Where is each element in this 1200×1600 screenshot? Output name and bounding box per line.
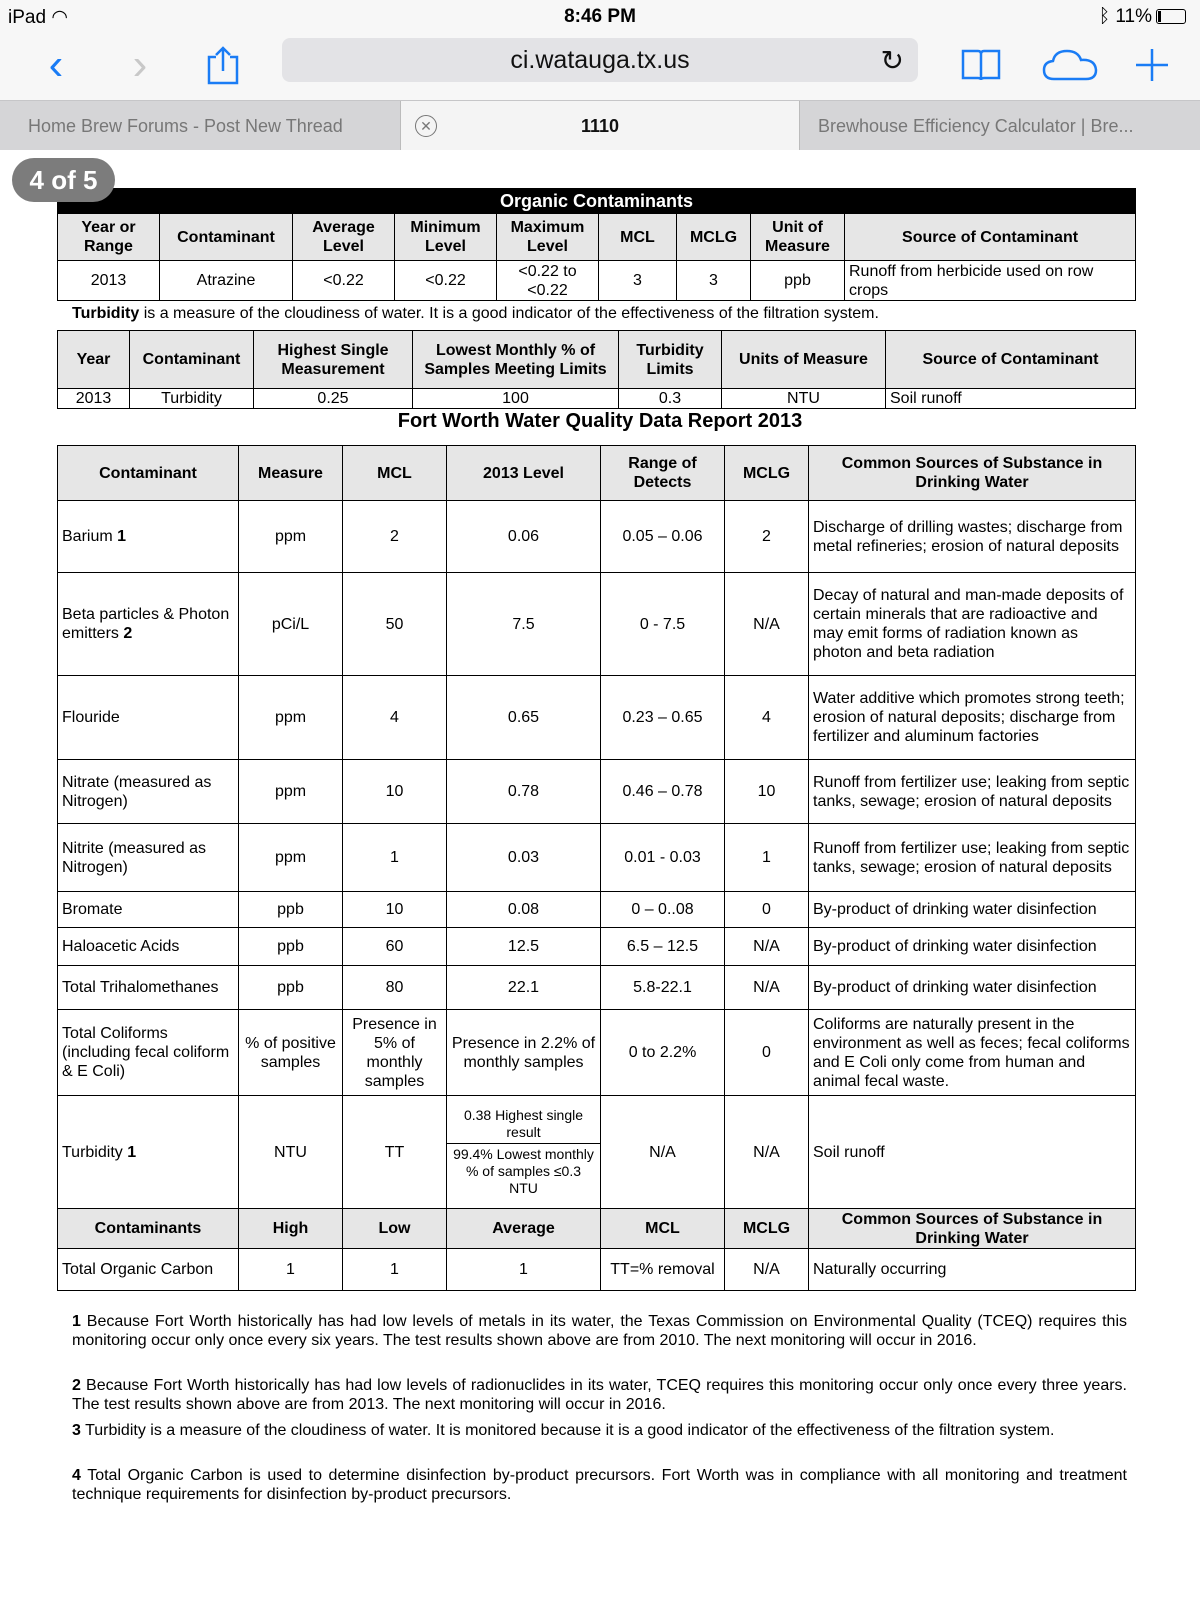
table-cell: Coliforms are naturally present in the environment as well as feces; fecal coliforms and E Coli only come from human and animal fecal waste. [809,1010,1136,1096]
table-cell: Turbidity [130,389,254,409]
table-row [58,501,1136,573]
table-cell: pCi/L [239,573,343,676]
table-cell: 0.78 [447,760,601,824]
table-row [58,928,1136,966]
table-cell: Nitrate (measured as Nitrogen) [58,760,239,824]
table-cell: Total Organic Carbon [58,1249,239,1291]
table-cell: 0 [725,892,809,928]
table-row [58,389,1136,409]
table-cell: 0 to 2.2% [601,1010,725,1096]
table-cell: 10 [343,760,447,824]
table-cell: 0.03 [447,824,601,892]
close-tab-icon[interactable]: ✕ [415,115,437,137]
column-header: Common Sources of Substance in Drinking Water [809,1209,1136,1249]
header-row [58,1209,1136,1249]
table-cell: 2 [343,501,447,573]
table-row [58,1096,1136,1209]
column-header: MCLG [725,1209,809,1249]
column-header: Maximum Level [497,214,599,261]
table-cell: ppb [239,966,343,1010]
tab-home-brew-forums[interactable] [0,101,400,151]
column-header: MCL [343,446,447,501]
table-cell: Barium 1 [58,501,239,573]
fort-worth-rows [58,501,1136,1096]
table-cell: 1 [447,1249,601,1291]
table-cell: Flouride [58,676,239,760]
table-cell: Soil runoff [809,1096,1136,1209]
table-cell: 0.25 [254,389,413,409]
table-cell: 2 [725,501,809,573]
header-row [58,214,1136,261]
column-header: MCL [601,1209,725,1249]
column-header: MCLG [725,446,809,501]
column-header: Contaminants [58,1209,239,1249]
table-row [58,676,1136,760]
column-header: Low [343,1209,447,1249]
table-cell: ppb [751,261,845,301]
table-cell: Water additive which promotes strong teeth; erosion of natural deposits; discharge from fertilizer and aluminum factories [809,676,1136,760]
table-row [58,1010,1136,1096]
table-cell: 0.05 – 0.06 [601,501,725,573]
table-cell: TT=% removal [601,1249,725,1291]
table-cell: NTU [239,1096,343,1209]
table-cell: 0 [725,1010,809,1096]
table-cell: 0 – 0..08 [601,892,725,928]
column-header: MCLG [677,214,751,261]
column-header: Contaminant [58,446,239,501]
column-header: Measure [239,446,343,501]
table-cell: ppb [239,892,343,928]
tab-label: 1110 [580,115,620,136]
table-cell: Decay of natural and man-made deposits of certain minerals that are radioactive and may emit forms of radiation known as photon and beta radiation [809,573,1136,676]
table-cell: 60 [343,928,447,966]
table-cell: Total Trihalomethanes [58,966,239,1010]
table-row [58,966,1136,1010]
table-row [58,573,1136,676]
table-cell: 7.5 [447,573,601,676]
tab-label: Brewhouse Efficiency Calculator | Bre... [818,115,1134,136]
column-header: Common Sources of Substance in Drinking Water [809,446,1136,501]
column-header: Units of Measure [722,331,886,389]
table-cell: ppm [239,760,343,824]
column-header: Contaminant [160,214,293,261]
browser-toolbar [0,34,1200,100]
table-cell: ppb [239,928,343,966]
table-cell: TT [343,1096,447,1209]
table-cell: NTU [722,389,886,409]
table-cell: 0.65 [447,676,601,760]
column-header: 2013 Level [447,446,601,501]
report-title: Fort Worth Water Quality Data Report 2013 [397,410,803,432]
table-cell: % of positive samples [239,1010,343,1096]
note-text: is a measure of the cloudiness of water. It is a good indicator of the effectiveness of the filtration system. [139,305,879,322]
table-cell: ppm [239,501,343,573]
table-cell: 0.08 [447,892,601,928]
column-header: Source of Contaminant [845,214,1136,261]
table-cell: 2013 [58,261,160,301]
table-cell: 0.3 [619,389,722,409]
table-cell: By-product of drinking water disinfection [809,892,1136,928]
table-cell: ppm [239,676,343,760]
table-cell: 1 [343,1249,447,1291]
table-cell: 12.5 [447,928,601,966]
table-cell: By-product of drinking water disinfection [809,966,1136,1010]
tab-label: Home Brew Forums - Post New Thread [28,115,343,136]
note-bold: Turbidity [72,305,140,322]
table-cell: By-product of drinking water disinfection [809,928,1136,966]
table-cell: 3 [677,261,751,301]
table-cell: 80 [343,966,447,1010]
table-cell: 4 [343,676,447,760]
table-cell: Turbidity 1 [58,1096,239,1209]
forward-icon[interactable]: › [132,40,148,89]
header-row [58,446,1136,501]
table-cell: Bromate [58,892,239,928]
column-header: Unit of Measure [751,214,845,261]
column-header: Year [58,331,130,389]
footnote: 4 Total Organic Carbon is used to determine disinfection by-product precursors. Fort Worth was in compliance with all monitoring and treatment technique requirements for disinfection by-product precursors. [72,1467,1127,1503]
table-cell: Nitrite (measured as Nitrogen) [58,824,239,892]
table-cell: Presence in 5% of monthly samples [343,1010,447,1096]
table-cell: Runoff from fertilizer use; leaking from septic tanks, sewage; erosion of natural deposits [809,760,1136,824]
table-cell: N/A [725,928,809,966]
table-cell: 5.8-22.1 [601,966,725,1010]
table-cell: 0.01 - 0.03 [601,824,725,892]
table-cell: 100 [413,389,619,409]
column-header: Minimum Level [395,214,497,261]
table-cell: 10 [725,760,809,824]
column-header: Lowest Monthly % of Samples Meeting Limits [413,331,619,389]
column-header: MCL [599,214,677,261]
clock: 8:46 PM [564,6,636,27]
table-cell: N/A [725,1096,809,1209]
table-cell: 0.06 [447,501,601,573]
table-cell: Atrazine [160,261,293,301]
table-cell: Haloacetic Acids [58,928,239,966]
table-cell: 1 [239,1249,343,1291]
device-label: iPad ◠ [8,7,68,28]
table-cell: Presence in 2.2% of monthly samples [447,1010,601,1096]
tab-brewhouse-calculator[interactable] [800,101,1200,151]
footnote: 1 Because Fort Worth historically has had low levels of metals in its water, the Texas Commission on Environmental Quality (TCEQ) requires this monitoring occur only once every six years. The test results shown above are from 2010. The next monitoring will occur in 2016. [72,1313,1127,1349]
bookmarks-icon[interactable] [958,42,1004,88]
organic-contaminants-table [57,188,1136,301]
header-row [58,331,1136,389]
table-cell: 0.23 – 0.65 [601,676,725,760]
column-header: High [239,1209,343,1249]
table-cell: <0.22 [395,261,497,301]
table-cell: <0.22 [293,261,395,301]
table-cell: <0.22 to <0.22 [497,261,599,301]
table-row [58,1249,1136,1291]
tab-active[interactable] [400,101,800,151]
table-cell: 3 [599,261,677,301]
url-text: ci.watauga.tx.us [510,45,690,74]
table-cell: 1 [343,824,447,892]
table-cell: N/A [725,573,809,676]
column-header: Source of Contaminant [886,331,1136,389]
fort-worth-table [57,445,1136,1291]
table-cell: ppm [239,824,343,892]
table-title: Organic Contaminants [58,189,1136,214]
table-cell: Soil runoff [886,389,1136,409]
column-header: Contaminant [130,331,254,389]
bluetooth-icon: ᛒ [1098,6,1111,27]
table-cell: Discharge of drilling wastes; discharge from metal refineries; erosion of natural deposits [809,501,1136,573]
new-tab-icon[interactable] [1130,42,1174,88]
table-row [58,261,1136,301]
column-header: Range of Detects [601,446,725,501]
column-header: Average [447,1209,601,1249]
table-cell: Runoff from fertilizer use; leaking from septic tanks, sewage; erosion of natural deposits [809,824,1136,892]
back-icon[interactable]: ‹ [48,40,64,89]
table-cell [447,1096,601,1209]
table-cell: Naturally occurring [809,1249,1136,1291]
column-header: Year or Range [58,214,160,261]
table-cell: Total Coliforms (including fecal coliform & E Coli) [58,1010,239,1096]
column-header: Average Level [293,214,395,261]
share-icon[interactable] [200,42,246,88]
table-cell: 10 [343,892,447,928]
table-cell: 2013 [58,389,130,409]
table-cell: 6.5 – 12.5 [601,928,725,966]
table-row [58,760,1136,824]
table-row [58,892,1136,928]
battery-status: ᛒ 11% [1099,6,1186,28]
column-header: Highest Single Measurement [254,331,413,389]
table-cell: N/A [725,1249,809,1291]
tab-bar [0,100,1200,151]
table-cell: Beta particles & Photon emitters 2 [58,573,239,676]
turbidity-table [57,330,1136,409]
footnote: 2 Because Fort Worth historically has had low levels of radionuclides in its water, TCEQ requires this monitoring occur only once every three years. The test results shown above are from 2013. The next monitoring will occur in 2016. [72,1377,1127,1413]
table-cell: 0 - 7.5 [601,573,725,676]
level-highest: 0.38 Highest single result [463,1107,584,1140]
table-cell: 50 [343,573,447,676]
table-cell: 1 [725,824,809,892]
table-row [58,824,1136,892]
table-cell: Runoff from herbicide used on row crops [845,261,1136,301]
battery-icon [1156,9,1186,24]
cloud-tabs-icon[interactable] [1040,42,1100,88]
table-cell: N/A [725,966,809,1010]
table-cell: N/A [601,1096,725,1209]
wifi-icon: ◠ [51,7,68,28]
reload-icon[interactable]: ↻ [880,45,904,76]
page-indicator: 4 of 5 [12,158,115,202]
table-cell: 0.46 – 0.78 [601,760,725,824]
table-cell: 4 [725,676,809,760]
column-header: Turbidity Limits [619,331,722,389]
turbidity-note [72,305,879,323]
footnote: 3 Turbidity is a measure of the cloudiness of water. It is monitored because it is a good indicator of the effectiveness of the filtration system. [72,1422,1055,1439]
pdf-page[interactable] [0,150,1200,1600]
table-cell: 22.1 [447,966,601,1010]
status-bar [0,0,1200,34]
address-bar[interactable] [282,38,918,82]
level-lowest: 99.4% Lowest monthly % of samples ≤0.3 NTU [447,1143,600,1199]
